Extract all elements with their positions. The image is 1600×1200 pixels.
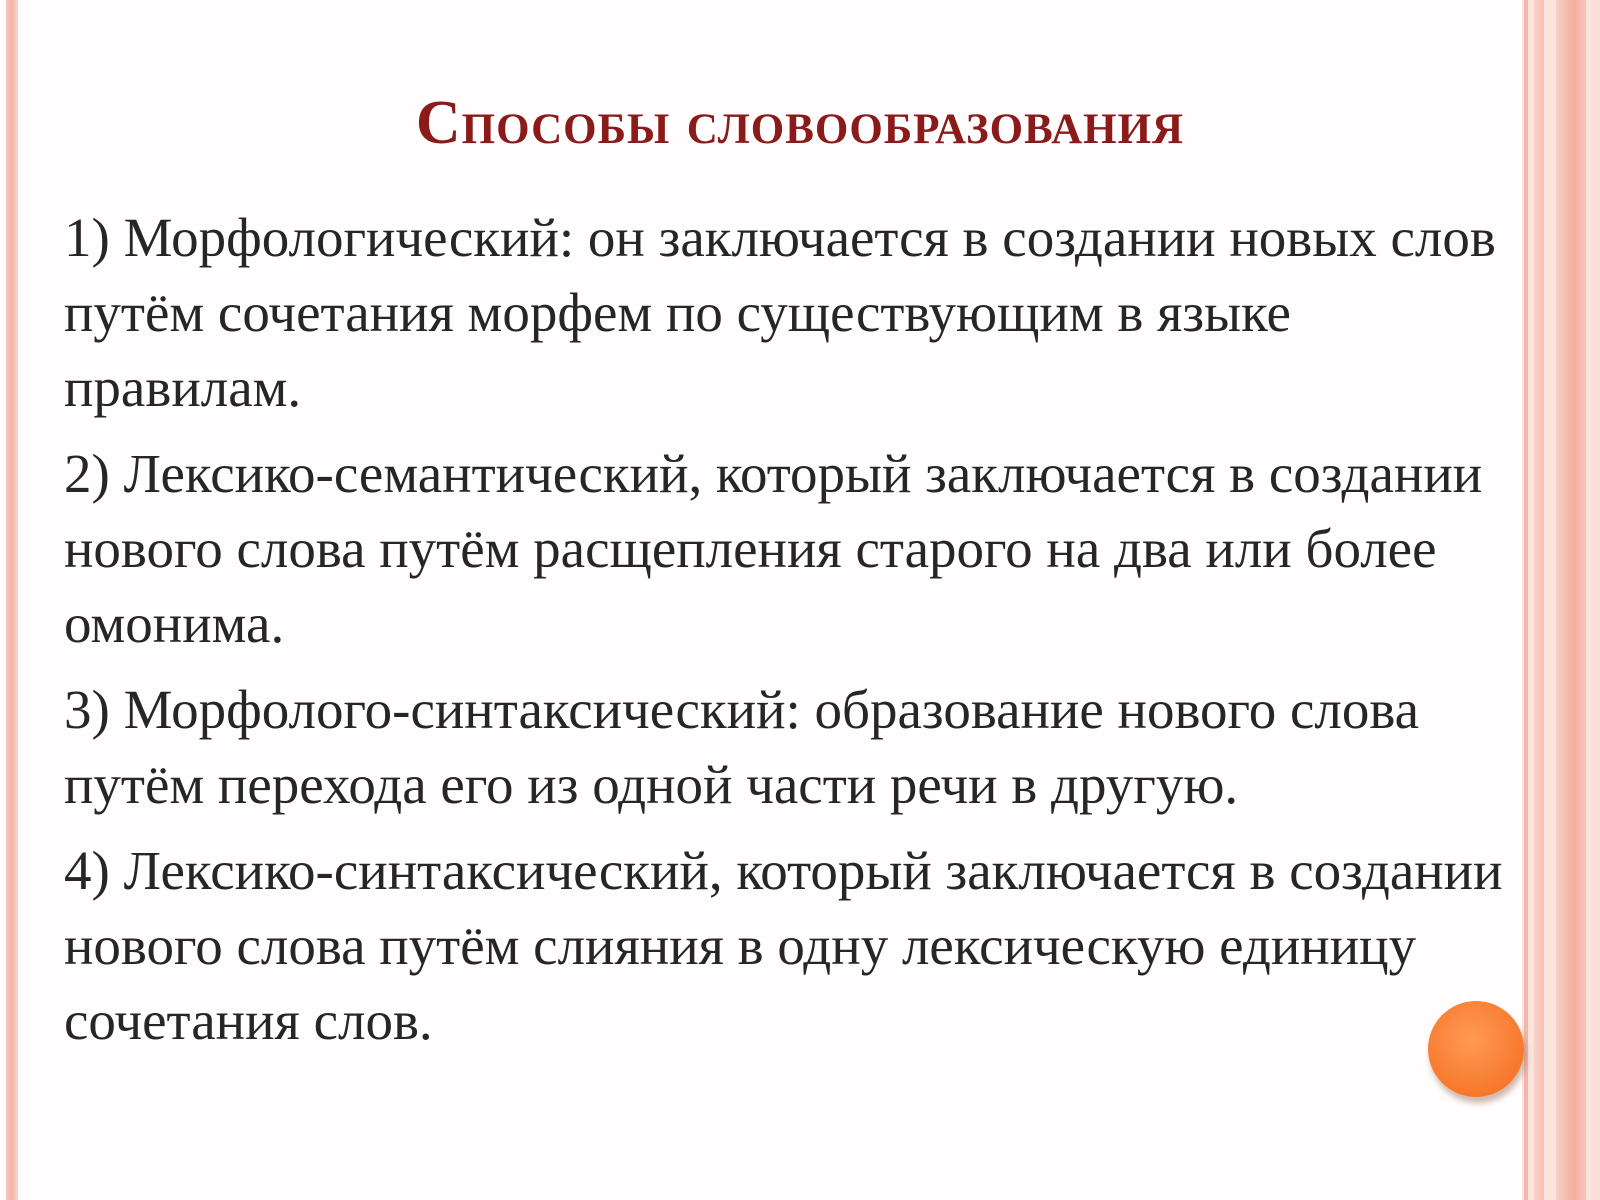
paragraph-lexico-semantic: 2) Лексико-семантический, который заключается в создании нового слова путём расщепления старого на два или более омонима. [64,443,1483,654]
right-decorative-line [1556,0,1586,1200]
paragraph-lexico-syntactic: 4) Лексико-синтаксический, который заключается в создании нового слова путём слияния в одну лексическую единицу сочетания слов. [64,840,1503,1051]
slide-body [64,200,1504,1069]
left-decorative-stripe [6,0,18,1200]
paragraph-morphological: 1) Морфологический: он заключается в создании новых слов путём сочетания морфем по существующим в языке правилам. [64,207,1496,418]
right-decorative-line [1592,0,1600,1200]
paragraph-morpho-syntactic: 3) Морфолого-синтаксический: образование нового слова путём перехода его из одной части речи в другую. [64,679,1419,815]
right-decorative-line [1534,0,1544,1200]
orange-circle-decoration [1428,1001,1524,1097]
right-decorative-line [1524,0,1528,1200]
slide-title: Способы словообразования [415,89,1185,157]
